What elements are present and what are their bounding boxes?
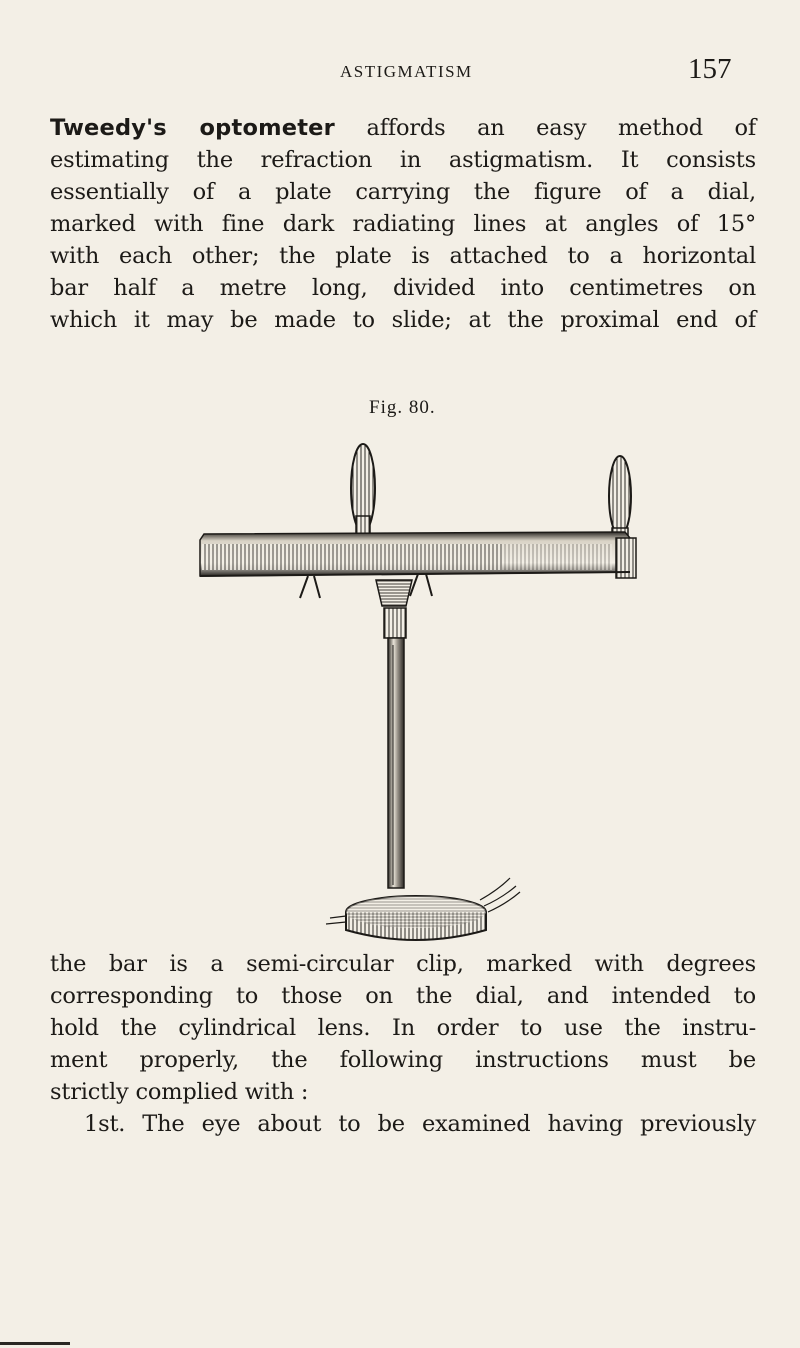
text-line: with each other; the plate is attached to a horizontal [50, 243, 756, 269]
page-header [0, 50, 800, 90]
page-edge-mark [0, 1342, 70, 1345]
page-number: 157 [688, 53, 732, 85]
bold-lead-term: Tweedy's optometer [50, 115, 335, 141]
text-line: hold the cylindrical lens. In order to use the instru- [50, 1015, 756, 1041]
text-line: bar half a metre long, divided into centimetres on [50, 275, 756, 301]
text-line: ment properly, the following instructions must be [50, 1047, 756, 1073]
paragraph-optometer-description [50, 112, 756, 336]
text-line: estimating the refraction in astigmatism. It consists [50, 147, 756, 173]
text-line: 1st. The eye about to be examined having previously [84, 1111, 756, 1137]
text-line [50, 112, 756, 144]
text-line: essentially of a plate carrying the figure of a dial, [50, 179, 756, 205]
figure-optometer [180, 430, 640, 950]
text-span: affords an easy method of [334, 115, 756, 141]
running-title: ASTIGMATISM [340, 62, 473, 81]
text-line: which it may be made to slide; at the proximal end of [50, 307, 756, 333]
text-line: corresponding to those on the dial, and intended to [50, 983, 756, 1009]
text-line: the bar is a semi-circular clip, marked with degrees [50, 951, 756, 977]
text-line: strictly complied with : [50, 1079, 309, 1105]
figure-caption: Fig. 80. [369, 397, 436, 418]
optometer-illustration-icon [180, 430, 640, 950]
paragraph-clip-description [50, 948, 756, 1140]
text-line: marked with fine dark radiating lines at angles of 15° [50, 211, 756, 237]
